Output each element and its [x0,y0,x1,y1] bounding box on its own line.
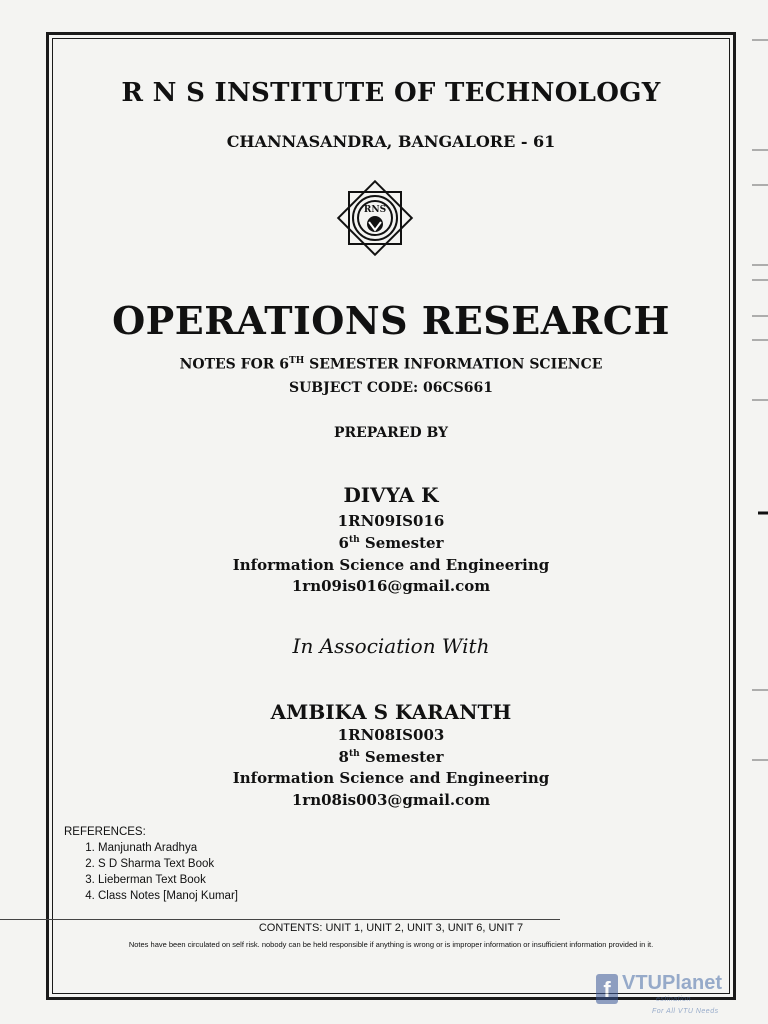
subject-code: SUBJECT CODE: 06CS661 [288,380,494,396]
disclaimer-text: Notes have been circulated on self risk. nobody can be held responsible if anything is wrong or is improper information or insufficient information provided in it. [128,940,654,949]
scan-edge-marks [738,0,768,1024]
watermark-sub: estination [656,996,691,1003]
author2-semester: 8th Semester [338,748,444,766]
author2-email: 1rn08is003@gmail.com [291,791,491,809]
author1-name: DIVYA K [343,483,439,507]
author2-name: AMBIKA S KARANTH [270,700,512,724]
institute-name: R N S INSTITUTE OF TECHNOLOGY [121,78,661,108]
reference-item: 3. Lieberman Text Book [98,872,238,888]
author2-usn: 1RN08IS003 [337,726,445,744]
prepared-by-label: PREPARED BY [333,425,449,441]
reference-item: 4. Class Notes [Manoj Kumar] [98,888,238,904]
notes-line: NOTES FOR 6TH SEMESTER INFORMATION SCIENCE [179,356,603,373]
document-title: OPERATIONS RESEARCH [112,298,670,343]
watermark-name: VTUPlanet [622,972,723,994]
author1-semester: 6th Semester [338,534,444,552]
references-section [64,826,238,904]
references-heading: REFERENCES: [64,826,146,838]
contents-line: CONTENTS: UNIT 1, UNIT 2, UNIT 3, UNIT 6, UNIT 7 [258,922,524,934]
author1-department: Information Science and Engineering [232,556,550,574]
association-label: In Association With [292,634,490,658]
reference-item: 1. Manjunath Aradhya [98,840,238,856]
facebook-icon: f [596,974,618,1004]
vtuplanet-watermark [596,972,768,1024]
reference-item: 2. S D Sharma Text Book [98,856,238,872]
scan-rule-line [0,919,560,920]
watermark-tagline: For All VTU Needs [652,1008,719,1015]
rns-emblem-icon [335,178,415,258]
references-list [64,840,238,904]
author1-usn: 1RN09IS016 [337,512,445,530]
author1-email: 1rn09is016@gmail.com [291,577,491,595]
institute-address: CHANNASANDRA, BANGALORE - 61 [226,132,556,151]
emblem-label: RNS [363,205,387,215]
author2-department: Information Science and Engineering [232,769,550,787]
